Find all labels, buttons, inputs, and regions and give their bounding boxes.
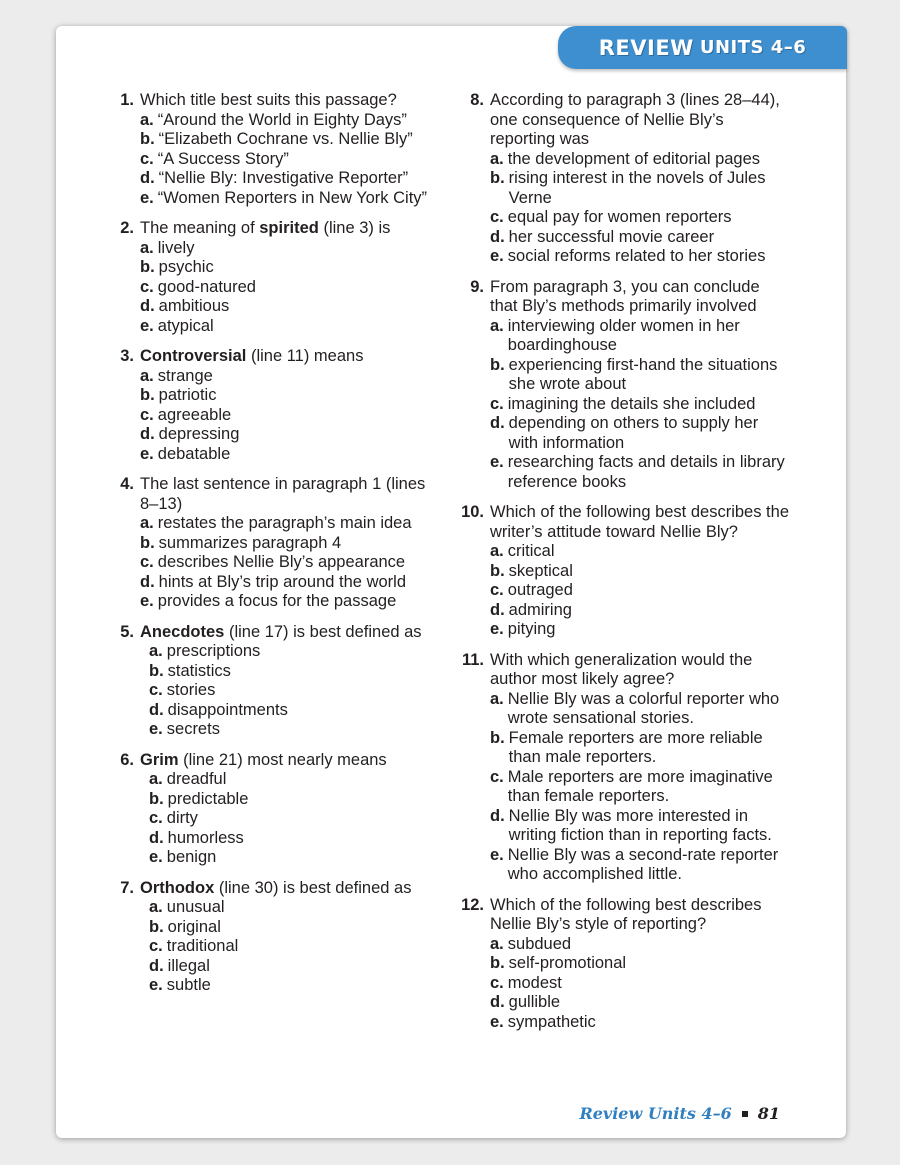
question-body — [490, 896, 789, 1033]
option-text: patriotic — [158, 386, 217, 404]
answer-option[interactable] — [140, 918, 448, 938]
review-header-tab — [558, 26, 847, 69]
answer-option[interactable] — [490, 581, 789, 601]
answer-option[interactable] — [140, 514, 448, 534]
footer-square-icon — [742, 1111, 748, 1117]
option-letter: c. — [490, 973, 504, 992]
question-item — [118, 475, 448, 612]
question-stem — [140, 751, 448, 771]
answer-option[interactable] — [140, 111, 448, 131]
answer-option[interactable] — [490, 974, 789, 994]
question-body — [490, 91, 789, 267]
option-letter: d. — [149, 828, 164, 847]
option-text: psychic — [158, 258, 214, 276]
option-letter: d. — [149, 956, 164, 975]
answer-option[interactable] — [140, 278, 448, 298]
right-column — [459, 91, 789, 1043]
question-number: 10. — [461, 503, 484, 521]
answer-option[interactable] — [490, 620, 789, 640]
question-body — [140, 347, 448, 464]
option-text: “A Success Story” — [157, 149, 289, 168]
question-stem — [490, 278, 789, 317]
option-letter: d. — [490, 414, 505, 432]
answer-option[interactable] — [490, 542, 789, 562]
option-letter: b. — [149, 917, 164, 936]
option-text: statistics — [167, 661, 231, 680]
answer-option[interactable] — [140, 720, 448, 740]
answer-option[interactable] — [140, 189, 448, 209]
option-text: Nellie Bly was more interested in writing fiction than in reporting facts. — [508, 806, 772, 844]
question-stem — [140, 91, 448, 111]
question-stem — [490, 651, 789, 690]
answer-option[interactable] — [140, 898, 448, 918]
option-letter: b. — [149, 661, 164, 680]
option-letter: e. — [490, 620, 504, 638]
question-number: 6. — [120, 750, 134, 769]
answer-option[interactable] — [140, 297, 448, 317]
question-item — [459, 503, 789, 640]
stem-text: (line 11) means — [246, 347, 364, 365]
option-letter: b. — [490, 355, 505, 374]
option-text: pitying — [507, 620, 556, 638]
answer-option[interactable] — [140, 848, 448, 868]
option-letter: e. — [490, 1012, 504, 1031]
option-text: critical — [507, 542, 555, 560]
option-letter: c. — [490, 208, 504, 226]
stem-text: The last sentence in paragraph 1 (lines 8–13) — [140, 475, 426, 513]
option-text: “Nellie Bly: Investigative Reporter” — [158, 169, 409, 187]
option-text: humorless — [167, 828, 244, 847]
option-letter: b. — [140, 130, 155, 148]
option-text: Nellie Bly was a colorful reporter who wrote sensational stories. — [507, 689, 780, 727]
option-text: depressing — [158, 425, 240, 443]
option-text: researching facts and details in library reference books — [507, 453, 785, 491]
answer-option[interactable] — [140, 770, 448, 790]
option-letter: b. — [490, 954, 505, 972]
question-number: 12. — [461, 895, 484, 914]
option-text: modest — [507, 973, 562, 992]
option-text: subdued — [507, 934, 572, 953]
answer-option[interactable] — [490, 228, 789, 248]
option-letter: b. — [149, 789, 164, 808]
answer-option[interactable] — [140, 642, 448, 662]
answer-option[interactable] — [490, 601, 789, 621]
option-text: traditional — [166, 937, 239, 955]
stem-text: Which title best suits this passage? — [140, 91, 397, 109]
option-letter: a. — [490, 689, 504, 708]
answer-option[interactable] — [490, 729, 789, 768]
answer-option[interactable] — [140, 701, 448, 721]
question-body — [490, 651, 789, 885]
question-body — [490, 278, 789, 493]
stem-text: Which of the following best describes Nellie Bly’s style of reporting? — [490, 895, 762, 933]
answer-option[interactable] — [490, 690, 789, 729]
option-letter: c. — [140, 405, 154, 424]
answer-option[interactable] — [140, 425, 448, 445]
option-letter: a. — [490, 149, 504, 168]
option-letter: d. — [490, 227, 505, 246]
question-body — [140, 879, 448, 996]
question-number: 2. — [120, 219, 134, 237]
question-stem — [140, 879, 448, 899]
option-letter: a. — [490, 934, 504, 953]
question-item — [118, 751, 448, 868]
option-letter: c. — [140, 149, 154, 168]
stem-text: (line 30) is best defined as — [214, 878, 412, 897]
answer-option[interactable] — [490, 1013, 789, 1033]
question-stem — [140, 219, 448, 239]
answer-option[interactable] — [140, 829, 448, 849]
stem-text: (line 21) most nearly means — [178, 750, 387, 769]
option-text: dirty — [166, 809, 198, 827]
header-title-word: REVIEW — [598, 35, 694, 60]
option-text: admiring — [508, 600, 572, 619]
option-text: describes Nellie Bly’s appearance — [157, 553, 406, 571]
option-text: stories — [166, 681, 216, 699]
vocab-word: Grim — [140, 750, 179, 769]
option-letter: e. — [149, 720, 163, 738]
answer-option[interactable] — [140, 790, 448, 810]
answer-option[interactable] — [140, 445, 448, 465]
question-body — [140, 91, 448, 208]
question-stem — [490, 503, 789, 542]
answer-option[interactable] — [140, 386, 448, 406]
option-letter: c. — [149, 809, 163, 827]
answer-option[interactable] — [490, 768, 789, 807]
option-letter: b. — [140, 258, 155, 276]
option-letter: a. — [149, 770, 163, 788]
option-text: dreadful — [166, 770, 227, 788]
option-text: debatable — [157, 444, 231, 463]
option-letter: d. — [140, 297, 155, 315]
option-letter: e. — [490, 247, 504, 265]
option-letter: c. — [490, 394, 504, 413]
answer-option[interactable] — [140, 406, 448, 426]
option-letter: e. — [149, 848, 163, 866]
option-letter: b. — [140, 533, 155, 552]
option-text: illegal — [167, 956, 210, 975]
question-item — [459, 896, 789, 1033]
option-letter: c. — [149, 937, 163, 955]
question-stem — [490, 91, 789, 150]
header-title-units: UNITS 4–6 — [699, 37, 807, 58]
answer-option[interactable] — [140, 317, 448, 337]
option-text: outraged — [507, 581, 573, 599]
answer-option[interactable] — [490, 395, 789, 415]
answer-option[interactable] — [140, 809, 448, 829]
option-text: subtle — [166, 976, 211, 994]
option-text: Female reporters are more reliable than male reporters. — [508, 728, 763, 766]
option-letter: e. — [140, 592, 154, 610]
question-number: 11. — [461, 650, 484, 669]
answer-option[interactable] — [140, 258, 448, 278]
question-stem — [140, 475, 448, 514]
stem-text: According to paragraph 3 (lines 28–44), one consequence of Nellie Bly’s reporting was — [490, 91, 780, 148]
question-number: 8. — [470, 91, 484, 109]
option-letter: e. — [490, 453, 504, 471]
option-text: agreeable — [157, 405, 232, 424]
answer-option[interactable] — [490, 954, 789, 974]
option-letter: b. — [490, 169, 505, 187]
option-text: strange — [157, 366, 213, 385]
option-text: prescriptions — [166, 642, 261, 660]
question-item — [118, 219, 448, 336]
answer-option[interactable] — [490, 935, 789, 955]
option-text: ambitious — [158, 297, 230, 315]
option-letter: c. — [490, 767, 504, 786]
option-text: rising interest in the novels of Jules Verne — [508, 169, 766, 207]
question-stem — [140, 623, 448, 643]
answer-option[interactable] — [490, 356, 789, 395]
answer-option[interactable] — [140, 534, 448, 554]
option-text: “Elizabeth Cochrane vs. Nellie Bly” — [158, 130, 413, 148]
stem-text: The meaning of — [140, 219, 260, 237]
option-text: provides a focus for the passage — [157, 592, 397, 610]
answer-option[interactable] — [140, 239, 448, 259]
vocab-word: Anecdotes — [140, 622, 225, 641]
option-text: “Around the World in Eighty Days” — [157, 110, 407, 129]
option-letter: d. — [140, 572, 155, 591]
option-text: the development of editorial pages — [507, 149, 761, 168]
question-number: 7. — [120, 878, 134, 897]
option-letter: d. — [490, 993, 505, 1011]
answer-option[interactable] — [140, 937, 448, 957]
option-text: her successful movie career — [508, 227, 715, 246]
stem-text: (line 3) is — [318, 219, 391, 237]
question-stem — [140, 347, 448, 367]
option-letter: b. — [490, 728, 505, 747]
option-letter: e. — [140, 188, 154, 207]
option-text: experiencing first-hand the situations she wrote about — [508, 355, 778, 393]
question-item — [459, 91, 789, 267]
option-letter: b. — [140, 386, 155, 404]
option-letter: b. — [490, 561, 505, 580]
option-letter: e. — [149, 976, 163, 994]
option-text: gullible — [508, 993, 561, 1011]
question-body — [140, 475, 448, 612]
answer-option[interactable] — [140, 681, 448, 701]
answer-option[interactable] — [490, 846, 789, 885]
vocab-word: spirited — [259, 219, 319, 237]
option-text: atypical — [157, 316, 214, 335]
question-body — [140, 751, 448, 868]
option-text: “Women Reporters in New York City” — [157, 188, 428, 207]
option-text: Male reporters are more imaginative than female reporters. — [507, 767, 773, 805]
option-letter: c. — [490, 581, 504, 599]
vocab-word: Orthodox — [140, 878, 215, 897]
question-body — [140, 219, 448, 336]
option-text: original — [167, 917, 221, 936]
option-letter: e. — [140, 444, 154, 463]
option-text: sympathetic — [507, 1012, 596, 1031]
option-letter: c. — [140, 277, 154, 296]
answer-option[interactable] — [140, 130, 448, 150]
question-item — [118, 623, 448, 740]
question-stem — [490, 896, 789, 935]
option-text: self-promotional — [508, 954, 627, 972]
answer-option[interactable] — [490, 807, 789, 846]
option-text: social reforms related to her stories — [507, 247, 766, 265]
option-text: restates the paragraph’s main idea — [157, 514, 412, 532]
question-item — [118, 91, 448, 208]
left-column — [118, 91, 448, 1007]
answer-option[interactable] — [140, 592, 448, 612]
stem-text: Which of the following best describes the writer’s attitude toward Nellie Bly? — [490, 503, 789, 541]
stem-text: With which generalization would the author most likely agree? — [490, 650, 753, 688]
option-letter: e. — [490, 845, 504, 864]
option-text: imagining the details she included — [507, 394, 756, 413]
question-item — [118, 347, 448, 464]
question-number: 5. — [120, 622, 134, 641]
answer-option[interactable] — [490, 414, 789, 453]
option-letter: d. — [140, 169, 155, 187]
answer-option[interactable] — [490, 247, 789, 267]
option-text: depending on others to supply her with information — [508, 414, 759, 452]
option-text: hints at Bly’s trip around the world — [158, 572, 406, 591]
answer-option[interactable] — [140, 662, 448, 682]
answer-option[interactable] — [140, 367, 448, 387]
option-text: lively — [157, 238, 195, 257]
question-body — [140, 623, 448, 740]
option-text: benign — [166, 848, 217, 866]
page-footer — [579, 1104, 780, 1123]
answer-option[interactable] — [140, 169, 448, 189]
option-text: predictable — [167, 789, 249, 808]
answer-option[interactable] — [140, 976, 448, 996]
answer-option[interactable] — [490, 453, 789, 492]
question-item — [459, 651, 789, 885]
question-body — [490, 503, 789, 640]
option-letter: a. — [490, 542, 504, 560]
answer-option[interactable] — [140, 553, 448, 573]
option-letter: c. — [149, 681, 163, 699]
answer-option[interactable] — [140, 573, 448, 593]
option-letter: a. — [140, 238, 154, 257]
option-text: secrets — [166, 720, 220, 738]
question-item — [118, 879, 448, 996]
answer-option[interactable] — [490, 993, 789, 1013]
option-text: Nellie Bly was a second-rate reporter who accomplished little. — [507, 845, 779, 883]
answer-option[interactable] — [490, 169, 789, 208]
option-letter: e. — [140, 316, 154, 335]
option-letter: a. — [140, 514, 154, 532]
option-letter: c. — [140, 553, 154, 571]
option-text: equal pay for women reporters — [507, 208, 732, 226]
option-letter: d. — [149, 700, 164, 719]
option-letter: d. — [490, 806, 505, 825]
stem-text: From paragraph 3, you can conclude that Bly’s methods primarily involved — [490, 277, 760, 315]
option-letter: a. — [490, 316, 504, 335]
answer-option[interactable] — [490, 317, 789, 356]
option-text: disappointments — [167, 700, 288, 719]
option-letter: a. — [149, 898, 163, 916]
answer-option[interactable] — [490, 208, 789, 228]
answer-option[interactable] — [490, 150, 789, 170]
option-text: interviewing older women in her boardinghouse — [507, 316, 740, 354]
question-number: 4. — [120, 475, 134, 493]
question-item — [459, 278, 789, 493]
stem-text: (line 17) is best defined as — [224, 622, 422, 641]
option-text: good-natured — [157, 277, 256, 296]
answer-option[interactable] — [140, 150, 448, 170]
question-number: 9. — [470, 277, 484, 296]
option-text: unusual — [166, 898, 225, 916]
option-letter: d. — [490, 600, 505, 619]
option-text: skeptical — [508, 561, 573, 580]
question-number: 3. — [120, 347, 134, 365]
option-letter: a. — [149, 642, 163, 660]
option-letter: a. — [140, 110, 154, 129]
option-text: summarizes paragraph 4 — [158, 533, 342, 552]
footer-label: Review Units 4–6 — [579, 1104, 732, 1123]
page-number: 81 — [757, 1104, 780, 1123]
option-letter: a. — [140, 366, 154, 385]
answer-option[interactable] — [490, 562, 789, 582]
vocab-word: Controversial — [140, 347, 247, 365]
question-number: 1. — [120, 91, 134, 109]
option-letter: d. — [140, 425, 155, 443]
answer-option[interactable] — [140, 957, 448, 977]
